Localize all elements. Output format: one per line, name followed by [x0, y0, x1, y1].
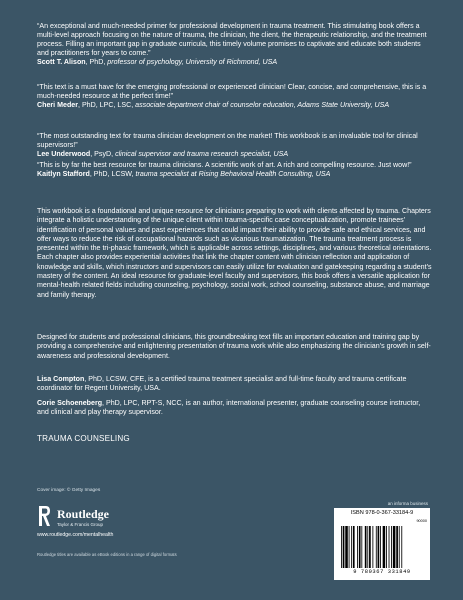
review-quote-3 [37, 132, 432, 159]
book-description-summary: Designed for students and professional clinicians, this groundbreaking text fills an important education and training gap by providing a comprehensive and enlightening presentation of trauma work while also emphasizing the clinician’s growth in self-awareness and professional development. [37, 333, 431, 360]
author-bio-1: Lisa Compton, PhD, LCSW, CFE, is a certified trauma treatment specialist and full-time faculty and trauma certificate coordinator for Regent University, USA. [37, 375, 407, 393]
publisher-subtitle: Taylor & Francis Group [57, 522, 104, 527]
quote-text: “An exceptional and much-needed primer for professional development in trauma treatment. This stimulating book offers a multi-level approach focusing on the nature of trauma, the clinician, the client, the therapeutic relationship, and the treatment process. Filling an important gap in graduate curricula, this timely volume promises to captivate and educate both students and practitioners for years to come.” [37, 22, 427, 58]
barcode-addon: 90000 [416, 519, 427, 523]
author-bio-2: Corie Schoeneberg, PhD, LPC, RPT-S, NCC, is an author, international presenter, graduate counseling course instructor, and clinical and play therapy supervisor. [37, 399, 421, 417]
quote-text: “This text is a must have for the emerging professional or experienced clinician! Clear, concise, and comprehensive, this is a much-needed resource at the perfect time!” [37, 83, 427, 101]
quote-text: “This is by far the best resource for trauma clinicians. A scientific work of art. A rich and compelling resource. Just wow!” [37, 161, 412, 169]
review-quote-2 [37, 83, 432, 110]
quote-attribution: Kaitlyn Stafford, PhD, LCSW, trauma specialist at Rising Behavioral Health Consulting, USA [37, 170, 331, 179]
subject-category: TRAUMA COUNSELING [37, 434, 130, 443]
routledge-mark-icon [37, 505, 51, 527]
isbn-label: ISBN 978-0-367-33184-9 [350, 510, 414, 516]
book-description: This workbook is a foundational and unique resource for clinicians preparing to work with clients affected by trauma. Chapters integrate a holistic understanding of the unique client within trauma-specific case conceptualization, promote trainees’ identification of personal values and past experiences that could impact their ability to provide safe and ethical services, and offer ways to reduce the risk of occupational hazards such as vicarious traumatization. The trauma treatment process is presented within the tri-phasic framework, which is applicable across settings, disciplines, and various theoretical orientations. Each chapter also provides experiential activities that link the chapter content with clinician reflection and application of knowledge and skills, which instructors and supervisors can easily utilize for evaluation and gatekeeping regarding a student’s mastery of the content. An ideal resource for graduate-level faculty and supervisors, this book offers a versatile application for mental-health related fields including counseling, psychology, social work, school counseling, substance abuse, and marriage and family therapy. [37, 207, 432, 299]
publisher-url: www.routledge.com/mentalhealth [37, 532, 114, 538]
publisher-name: Routledge [57, 507, 109, 521]
publisher-logo [37, 505, 237, 545]
review-quote-1 [37, 22, 432, 67]
barcode-icon [340, 526, 424, 568]
quote-text: “The most outstanding text for trauma clinician development on the market! This workbook is an invaluable tool for clinical supervisors!” [37, 132, 418, 150]
barcode-number: 9 780367 331849 [353, 569, 411, 575]
ebook-note: Routledge titles are available as eBook editions in a range of digital formats [37, 552, 177, 557]
informa-tagline: an informa business [387, 501, 428, 506]
quote-attribution: Scott T. Alison, PhD, professor of psychology, University of Richmond, USA [37, 58, 278, 67]
isbn-barcode-block [334, 508, 430, 580]
review-quote-4 [37, 161, 412, 179]
quote-attribution: Lee Underwood, PsyD, clinical supervisor and trauma research specialist, USA [37, 150, 289, 159]
cover-image-credit: Cover image: © Getty Images [37, 488, 101, 493]
quote-attribution: Cheri Meder, PhD, LPC, LSC, associate department chair of counselor education, Adams State University, USA [37, 101, 390, 110]
